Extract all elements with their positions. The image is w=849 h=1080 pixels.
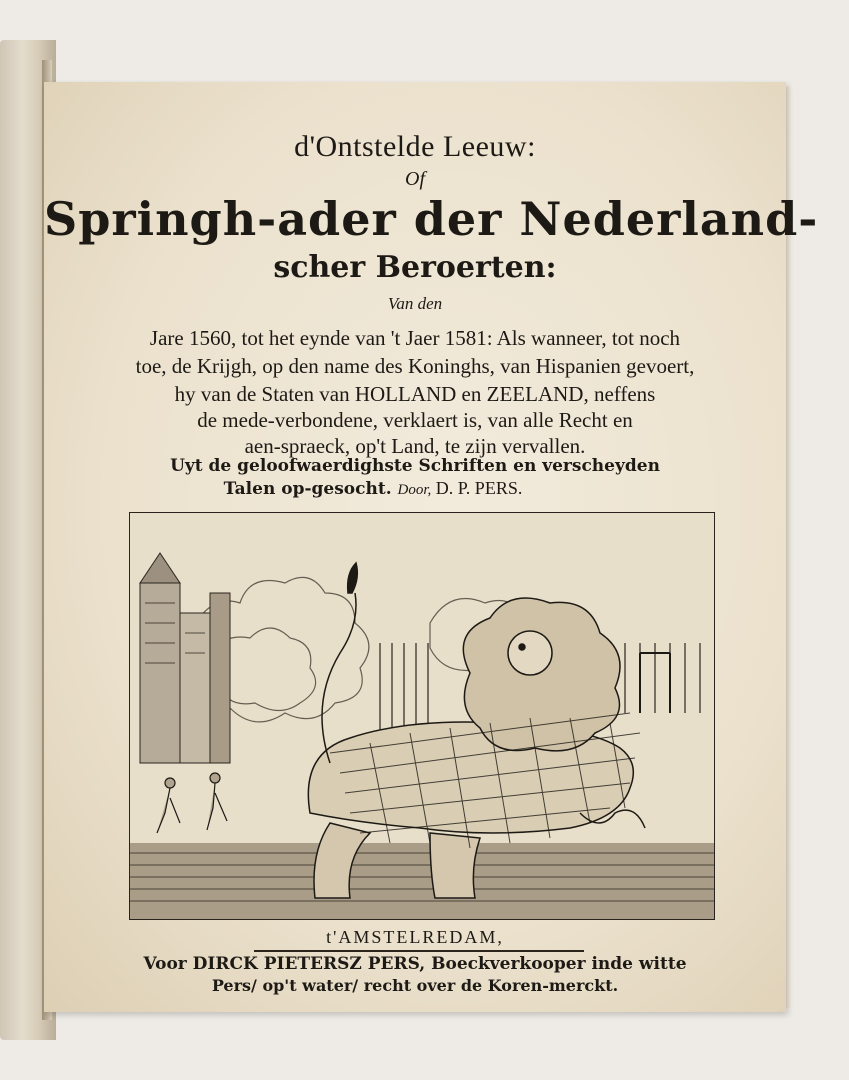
title-page bbox=[44, 82, 819, 1012]
sources-line-2-text: Talen op-gesocht. bbox=[223, 479, 392, 499]
sources-line-2 bbox=[2, 478, 744, 499]
body-line-2: toe, de Krijgh, op den name des Koninghs, van Hispanien gevoert, bbox=[135, 354, 695, 378]
body-line-5: aen-spraeck, op't Land, te zijn vervallen. bbox=[244, 434, 586, 458]
author-credit bbox=[398, 478, 523, 498]
body-line-4: de mede-verbondene, verklaert is, van alle Recht en bbox=[197, 408, 633, 432]
engraving-plate bbox=[129, 512, 715, 920]
lion-engraving bbox=[130, 513, 714, 919]
title-line-4: scher Beroerten: bbox=[273, 250, 557, 285]
body-line-3: hy van de Staten van HOLLAND en ZEELAND, neffens bbox=[174, 382, 656, 406]
body-line-1: Jare 1560, tot het eynde van 't Jaer 1581: Als wanneer, tot noch bbox=[149, 326, 681, 350]
title-line-2: Of bbox=[405, 168, 425, 190]
author-name: D. P. PERS. bbox=[435, 478, 523, 498]
title-line-3: Springh-ader der Nederland- bbox=[44, 192, 819, 246]
title-line-5: Van den bbox=[387, 294, 443, 313]
imprint-printer: Voor DIRCK PIETERSZ PERS, Boeckverkooper inde witte bbox=[143, 954, 687, 974]
imprint-city: t'AMSTELREDAM, bbox=[326, 927, 504, 947]
imprint-address: Pers/ op't water/ recht over de Koren-merckt. bbox=[211, 976, 619, 995]
imprint-rule bbox=[254, 950, 584, 952]
sources-line-1: Uyt de geloofwaerdighste Schriften en verscheyden bbox=[170, 456, 660, 476]
door-word: Door, bbox=[397, 482, 432, 498]
title-line-1: d'Ontstelde Leeuw: bbox=[294, 130, 536, 163]
